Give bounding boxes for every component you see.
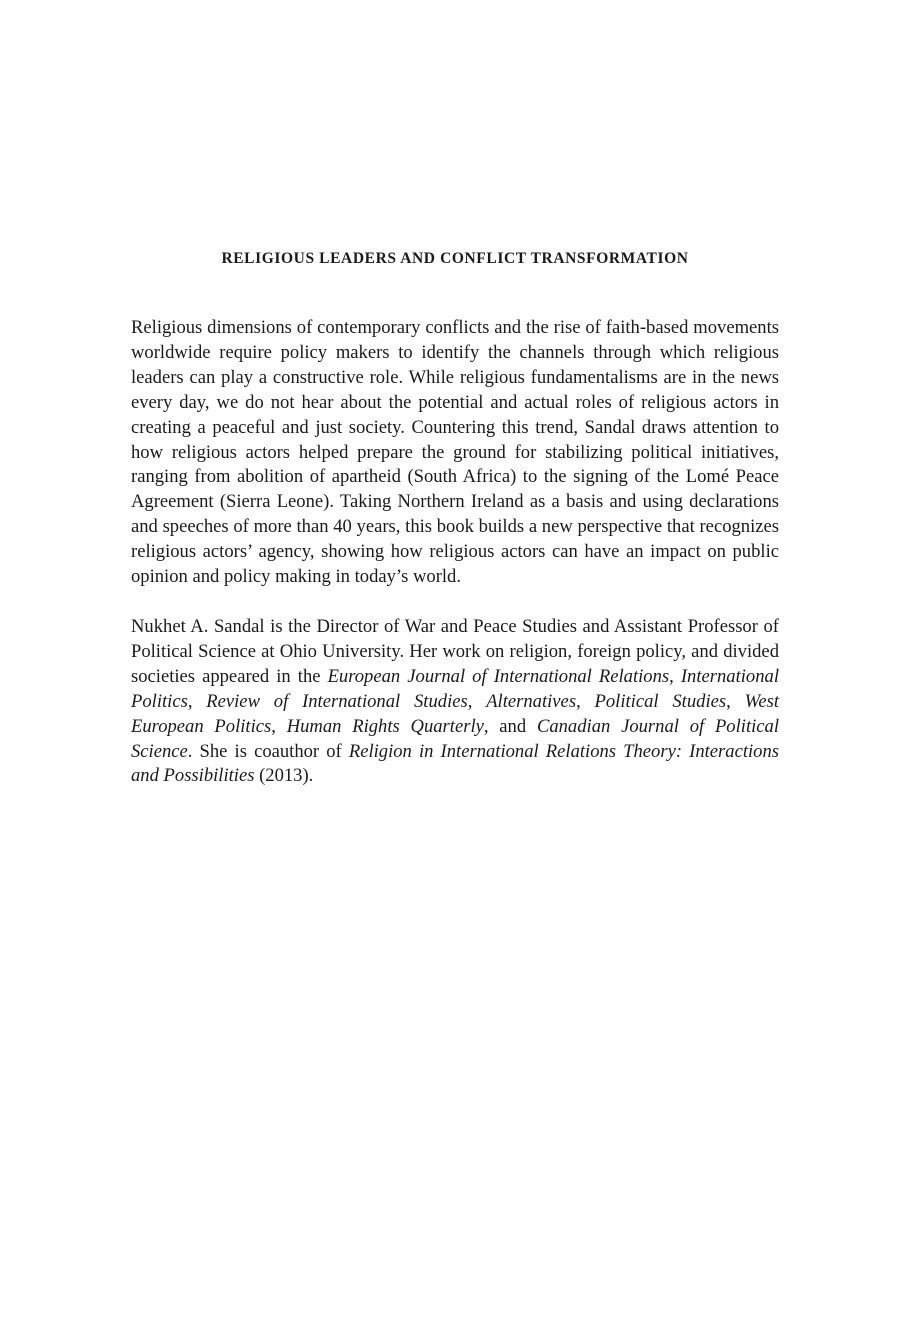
coauthored-book-title: Religion in International Relations Theory: Interactions and Possibilities — [131, 740, 779, 787]
bio-coauthor-text: . She is coauthor of — [187, 740, 349, 762]
coauthored-book-year: (2013). — [254, 765, 314, 787]
journal-title: Canadian Journal of Political Science — [131, 715, 779, 762]
journal-title: Review of International Studies — [206, 690, 468, 712]
page-content — [131, 248, 779, 789]
author-bio — [131, 615, 779, 789]
journal-title: Alternatives — [486, 690, 577, 712]
bio-separator: , — [467, 690, 487, 712]
book-description: Religious dimensions of contemporary conflicts and the rise of faith-based movements worldwide require policy makers to identify the channels through which religious leaders can play a constructive role. While religious fundamentalisms are in the news every day, we do not hear about the potential and actual roles of religious actors in creating a peaceful and just society. Countering this trend, Sandal draws attention to how religious actors helped prepare the ground for stabilizing political initiatives, ranging from abolition of apartheid (South Africa) to the signing of the Lomé Peace Agreement (Sierra Leone). Taking Northern Ireland as a basis and using declarations and speeches of more than 40 years, this book builds a new perspective that recognizes religious actors’ agency, showing how religious actors can have an impact on public opinion and policy making in today’s world. — [131, 317, 779, 588]
bio-separator: , — [187, 690, 207, 712]
bio-intro: Nukhet A. Sandal is the Director of War and Peace Studies and Assistant Professor of Political Science at Ohio University. Her work on religion, foreign policy, and divided societies appeared in the — [131, 615, 779, 687]
bio-separator: , — [576, 690, 595, 712]
journal-title: International Politics — [131, 665, 779, 712]
journal-title: Human Rights Quarterly — [286, 715, 484, 737]
bio-separator: , — [726, 690, 745, 712]
bio-separator: , and — [483, 715, 537, 737]
bio-separator: , — [271, 715, 287, 737]
book-title-heading: RELIGIOUS LEADERS AND CONFLICT TRANSFORMATION — [221, 250, 689, 267]
bio-separator: , — [669, 665, 681, 687]
journal-title: European Journal of International Relations — [327, 665, 670, 687]
journal-title: Political Studies — [594, 690, 727, 712]
journal-title: West European Politics — [131, 690, 780, 737]
